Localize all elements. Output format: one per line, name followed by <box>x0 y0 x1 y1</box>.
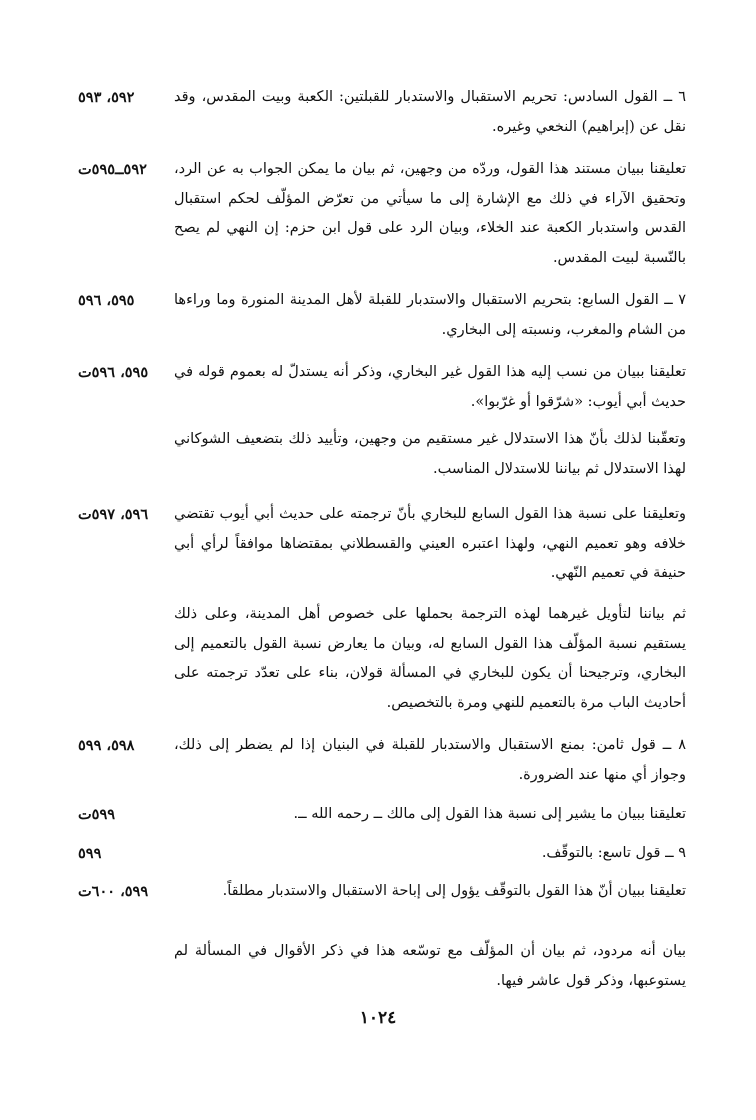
entry-text: ٧ ــ القول السابع: بتحريم الاستقبال والاستدبار للقبلة لأهل المدينة المنورة وما وراءها من الشام والمغرب، ونسبته إلى البخاري. <box>174 292 686 338</box>
entry-text: تعليقنا ببيان أنّ هذا القول بالتوقّف يؤول إلى إباحة الاستقبال والاستدبار مطلقاً. <box>222 883 686 899</box>
page-reference: ٥٩٢ــ٥٩٥ت <box>78 161 147 178</box>
page-reference: ٥٩٢، ٥٩٣ <box>78 89 135 106</box>
page-reference: ٥٩٩ت <box>78 806 116 823</box>
entry-text: ٩ ــ قول تاسع: بالتوقّف. <box>541 845 686 861</box>
page-reference: ٥٩٥، ٥٩٦ت <box>78 364 149 381</box>
entry-text: وتعقّبنا لذلك بأنّ هذا الاستدلال غير مستقيم من وجهين، وتأييد ذلك بتضعيف الشوكاني لهذا الاستدلال ثم بياننا للاستدلال المناسب. <box>174 431 686 477</box>
entry-text: تعليقنا ببيان مستند هذا القول، وردّه من وجهين، ثم بيان ما يمكن الجواب به عن الرد، وتحقيق الآراء في ذلك مع الإشارة إلى ما سيأتي من تعرّض المؤلّف لحكم استقبال القدس واستدبار الكعبة عند الخلاء، وبيان الرد على قول ابن حزم: إن النهي لم يصح بالنّسبة لبيت المقدس. <box>174 161 686 266</box>
entry-text: تعليقنا ببيان من نسب إليه هذا القول غير البخاري، وذكر أنه يستدلّ له بعموم قوله في حديث أبي أيوب: «شرّقوا أو غرّبوا». <box>174 364 686 410</box>
page-number: ١٠٢٤ <box>359 1008 397 1028</box>
entry-text: ٨ ــ قول ثامن: بمنع الاستقبال والاستدبار للقبلة في البنيان إذا لم يضطر إلى ذلك، وجواز أي منها عند الضرورة. <box>174 737 686 783</box>
entry-text: تعليقنا ببيان ما يشير إلى نسبة هذا القول إلى مالك ــ رحمه الله ــ. <box>293 806 686 822</box>
page-reference: ٥٩٥، ٥٩٦ <box>78 292 135 309</box>
page-reference: ٥٩٦، ٥٩٧ت <box>78 506 149 523</box>
entry-text: ٦ ــ القول السادس: تحريم الاستقبال والاستدبار للقبلتين: الكعبة وبيت المقدس، وقد نقل عن (إبراهيم) النخعي وغيره. <box>174 89 686 135</box>
page-reference: ٥٩٩ <box>78 845 102 862</box>
entry-text: ثم بياننا لتأويل غيرهما لهذه الترجمة بحملها على خصوص أهل المدينة، وعلى ذلك يستقيم نسبة المؤلّف هذا القول السابع له، وبيان ما يعارض نسبة القول بالتعميم إلى البخاري، وترجيحنا أن يكون للبخاري في المسألة قولان، بناء على تعدّد ترجمته على أحاديث الباب مرة بالتعميم للنهي ومرة بالتخصيص. <box>174 606 686 711</box>
page-reference: ٥٩٩، ٦٠٠ت <box>78 883 149 900</box>
entry-text: وتعليقنا على نسبة هذا القول السابع للبخاري بأنّ ترجمته على حديث أبي أيوب تقتضي خلافه وهو تعميم النهي، ولهذا اعتبره العيني والقسطلاني بمقتضاها موافقاً لرأي أبي حنيفة في تعميم النّهي. <box>174 506 686 581</box>
page-reference: ٥٩٨، ٥٩٩ <box>78 737 135 754</box>
entry-text: بيان أنه مردود، ثم بيان أن المؤلّف مع توسّعه هذا في ذكر الأقوال في المسألة لم يستوعبها، وذكر قول عاشر فيها. <box>174 943 686 989</box>
